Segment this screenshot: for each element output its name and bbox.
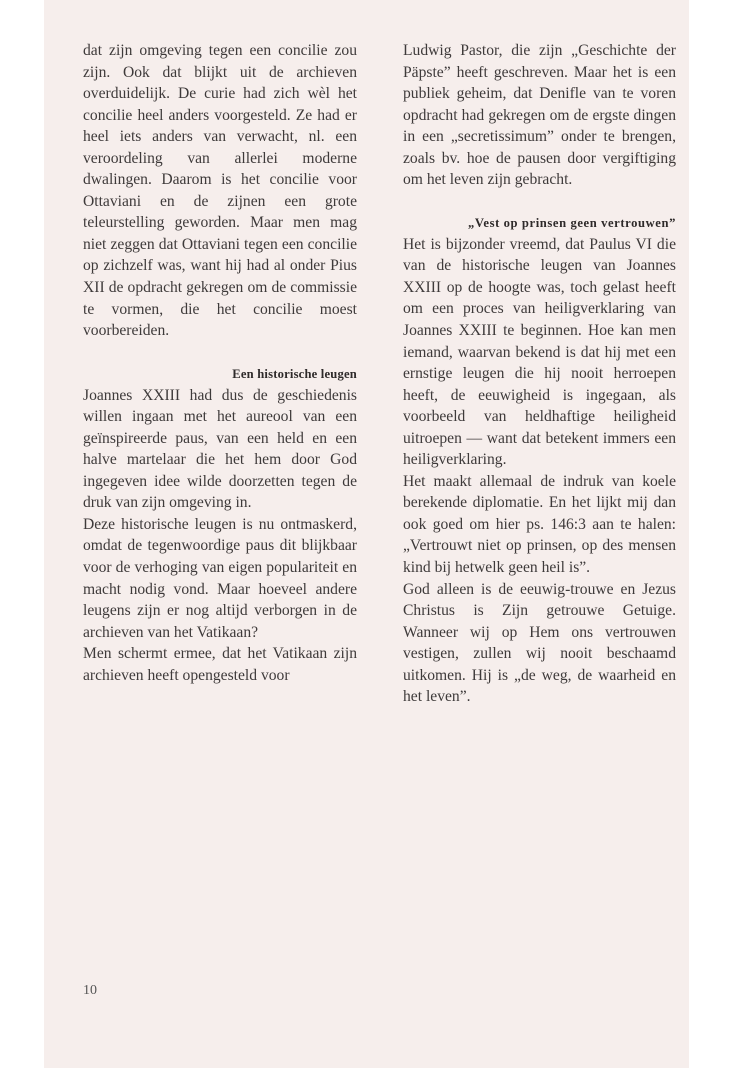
paragraph: God alleen is de eeuwig-trouwe en Jezus Christus is Zijn getrouwe Getuige. Wanneer wij op Hem ons vertrouwen vestigen, zullen wij nooit beschaamd uitkomen. Hij is „de weg, de waarheid en het leven”. [403, 580, 676, 706]
paragraph: Men schermt ermee, dat het Vatikaan zijn archieven heeft opengesteld voor [83, 645, 357, 684]
page-number: 10 [83, 983, 97, 998]
left-column [83, 40, 357, 686]
paragraph: dat zijn omgeving tegen een concilie zou zijn. Ook dat blijkt uit de archieven overduidelijk. De curie had zich wèl het concilie heel anders voorgesteld. Ze had er heel iets anders van verwacht, nl. een veroordeling van allerlei moderne dwalingen. Daarom is het concilie voor Ottaviani en de zijnen een grote teleurstelling geworden. Maar men mag niet zeggen dat Ottaviani tegen een concilie op zichzelf was, want hij had al onder Pius XII de opdracht gekregen om de commissie te vormen, die het concilie moest voorbereiden. [83, 42, 357, 340]
section-heading: Een historische leugen [232, 366, 357, 381]
paragraph: Deze historische leugen is nu ontmaskerd, omdat de tegenwoordige paus dit blijkbaar voor de verhoging van eigen populariteit en macht nodig vond. Maar hoeveel andere leugens zijn er nog altijd verborgen in de archieven van het Vatikaan? [83, 515, 357, 641]
right-column [403, 40, 676, 708]
paragraph: Het maakt allemaal de indruk van koele berekende diplomatie. En het lijkt mij dan ook goed om hier ps. 146:3 aan te halen: „Vertrouwt niet op prinsen, op des mensen kind bij hetwelk geen heil is”. [403, 472, 676, 577]
section-heading: „Vest op prinsen geen vertrouwen” [467, 215, 676, 230]
paragraph: Joannes XXIII had dus de geschiedenis willen ingaan met het aureool van een geïnspireerde paus, van een held en een halve martelaar die het hem door God ingegeven idee wilde doorzetten tegen de druk van zijn omgeving in. [83, 386, 357, 512]
paragraph: Het is bijzonder vreemd, dat Paulus VI die van de historische leugen van Joannes XXIII op de hoogte was, toch gelast heeft om een proces van heiligverklaring van Joannes XXIII te beginnen. Hoe kan men iemand, waarvan bekend is dat hij met een ernstige leugen die hij nooit herroepen heeft, de eeuwigheid is ingegaan, als voorbeeld van heldhaftige heiligheid uitroepen — want dat betekent immers een heiligverklaring. [403, 235, 676, 469]
paragraph: Ludwig Pastor, die zijn „Geschichte der Päpste” heeft geschreven. Maar het is een publiek geheim, dat Denifle van te voren opdracht had gekregen om de ergste dingen in een „secretissimum” onder te brengen, zoals bv. hoe de pausen door vergiftiging om het leven zijn gebracht. [403, 42, 676, 189]
